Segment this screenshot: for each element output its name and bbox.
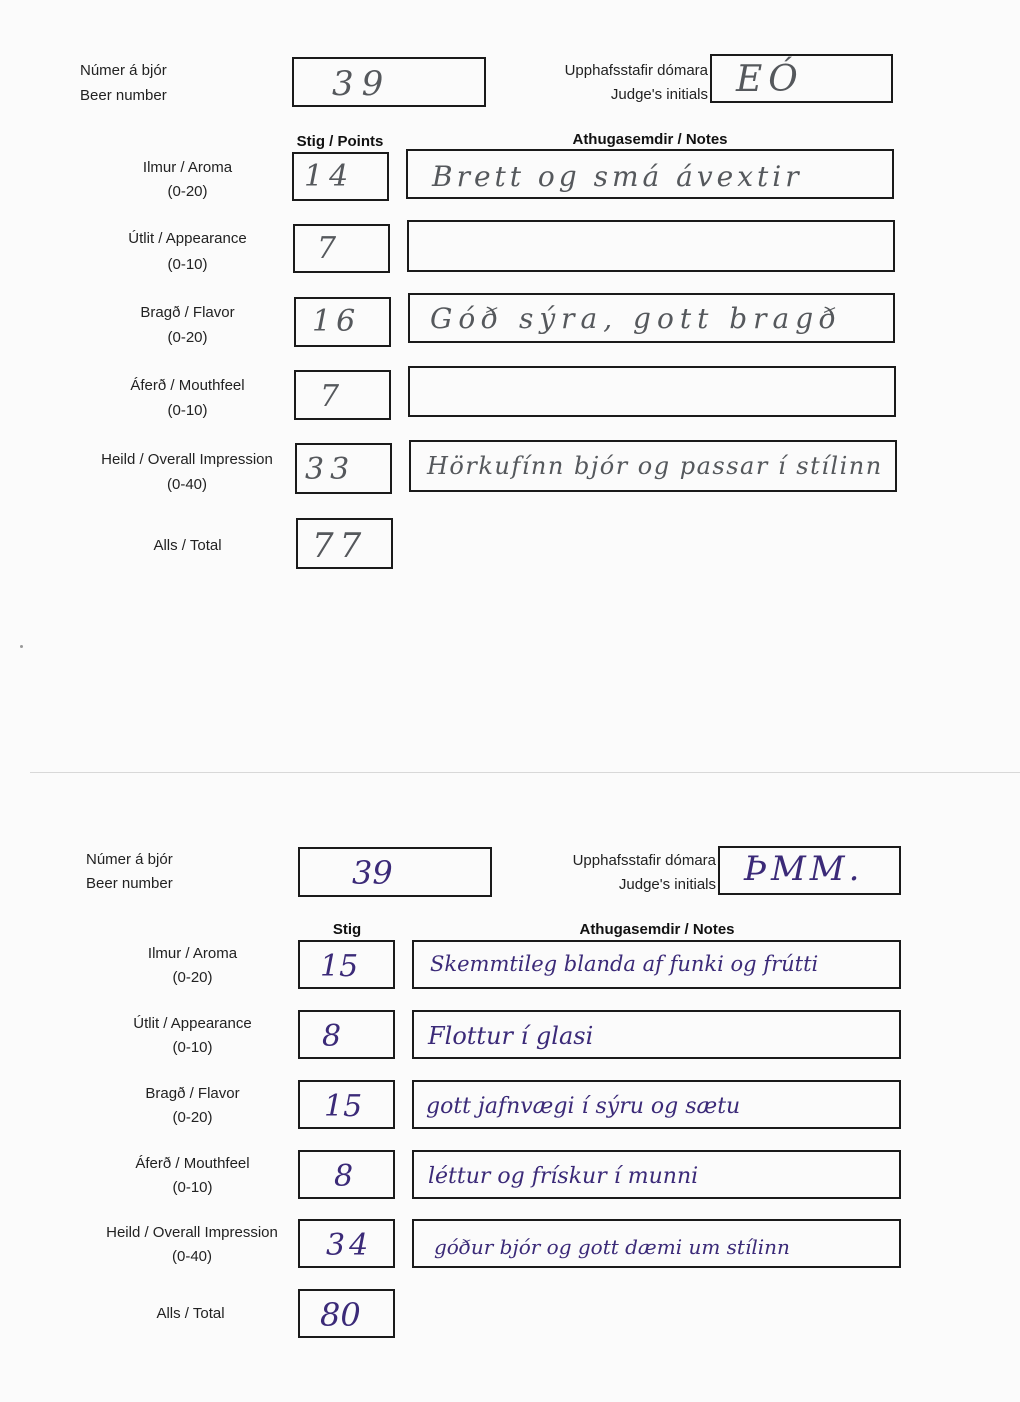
total-value: 80 bbox=[320, 1296, 361, 1334]
total-field[interactable] bbox=[296, 518, 393, 569]
note-field-flavor[interactable] bbox=[412, 1080, 901, 1129]
score-value-mouthfeel: 8 bbox=[334, 1159, 354, 1194]
note-field-appearance[interactable] bbox=[407, 220, 895, 272]
row-label-aroma: Ilmur / Aroma bbox=[142, 159, 233, 176]
row-range-aroma: (0-20) bbox=[172, 969, 213, 986]
note-value-aroma: Skemmtileg blanda af funki og frútti bbox=[430, 952, 819, 976]
notes-header: Athugasemdir / Notes bbox=[579, 921, 735, 938]
score-value-appearance: 7 bbox=[317, 231, 337, 266]
total-field[interactable] bbox=[298, 1289, 395, 1338]
beer-number-label-en: Beer number bbox=[86, 875, 173, 892]
row-label-aroma: Ilmur / Aroma bbox=[147, 945, 238, 962]
beer-number-value: 39 bbox=[332, 64, 392, 104]
row-label-overall: Heild / Overall Impression bbox=[101, 451, 273, 468]
score-value-flavor: 15 bbox=[324, 1089, 363, 1124]
score-value-mouthfeel: 7 bbox=[320, 379, 340, 414]
row-label-overall: Heild / Overall Impression bbox=[106, 1224, 278, 1241]
points-header: Stig bbox=[332, 921, 362, 938]
note-field-aroma[interactable] bbox=[406, 149, 894, 199]
judge-initials-label-en: Judge's initials bbox=[618, 876, 716, 893]
score-sheet-2 bbox=[0, 772, 1020, 1402]
row-range-aroma: (0-20) bbox=[167, 183, 208, 200]
note-field-aroma[interactable] bbox=[412, 940, 901, 989]
judge-initials-label-is: Upphafsstafir dómara bbox=[564, 62, 708, 79]
beer-number-field[interactable] bbox=[298, 847, 492, 897]
note-field-flavor[interactable] bbox=[408, 293, 895, 343]
score-field-flavor[interactable] bbox=[294, 297, 391, 347]
row-range-appearance: (0-10) bbox=[167, 256, 208, 273]
row-label-mouthfeel: Áferð / Mouthfeel bbox=[135, 1155, 250, 1172]
score-value-flavor: 16 bbox=[312, 304, 361, 339]
score-field-aroma[interactable] bbox=[298, 940, 395, 989]
points-header: Stig / Points bbox=[296, 133, 384, 150]
judge-initials-label-en: Judge's initials bbox=[610, 86, 708, 103]
row-label-flavor: Bragð / Flavor bbox=[140, 304, 235, 321]
score-field-overall[interactable] bbox=[295, 443, 392, 494]
beer-number-field[interactable] bbox=[292, 57, 486, 107]
row-range-overall: (0-40) bbox=[166, 476, 207, 493]
note-value-overall: Hörkufínn bjór og passar í stílinn bbox=[427, 452, 883, 480]
row-label-mouthfeel: Áferð / Mouthfeel bbox=[130, 377, 245, 394]
notes-header: Athugasemdir / Notes bbox=[572, 131, 728, 148]
score-value-overall: 33 bbox=[305, 452, 356, 487]
score-field-appearance[interactable] bbox=[293, 224, 390, 273]
judge-initials-value: ÞMM. bbox=[744, 849, 864, 889]
score-value-overall: 34 bbox=[326, 1228, 373, 1263]
judge-initials-value: EÓ bbox=[736, 59, 804, 100]
score-field-overall[interactable] bbox=[298, 1219, 395, 1268]
note-field-appearance[interactable] bbox=[412, 1010, 901, 1059]
row-label-appearance: Útlit / Appearance bbox=[133, 1015, 252, 1032]
total-label: Alls / Total bbox=[153, 537, 222, 554]
row-range-flavor: (0-20) bbox=[167, 329, 208, 346]
row-range-overall: (0-40) bbox=[171, 1248, 212, 1265]
score-value-aroma: 14 bbox=[304, 159, 355, 194]
judge-initials-label-is: Upphafsstafir dómara bbox=[572, 852, 716, 869]
note-value-appearance: Flottur í glasi bbox=[428, 1022, 594, 1050]
score-value-appearance: 8 bbox=[322, 1019, 342, 1054]
score-field-mouthfeel[interactable] bbox=[298, 1150, 395, 1199]
total-label: Alls / Total bbox=[156, 1305, 225, 1322]
row-range-appearance: (0-10) bbox=[172, 1039, 213, 1056]
row-label-appearance: Útlit / Appearance bbox=[128, 230, 247, 247]
score-field-flavor[interactable] bbox=[298, 1080, 395, 1129]
note-value-mouthfeel: léttur og frískur í munni bbox=[428, 1164, 699, 1189]
score-field-aroma[interactable] bbox=[292, 152, 389, 201]
beer-number-label-is: Númer á bjór bbox=[80, 62, 167, 79]
note-value-flavor: gott jafnvægi í sýru og sætu bbox=[426, 1094, 741, 1119]
note-field-mouthfeel[interactable] bbox=[408, 366, 896, 417]
total-value: 77 bbox=[312, 526, 368, 566]
judge-initials-field[interactable] bbox=[718, 846, 901, 895]
row-label-flavor: Bragð / Flavor bbox=[145, 1085, 240, 1102]
beer-number-label-en: Beer number bbox=[80, 87, 167, 104]
beer-number-label-is: Númer á bjór bbox=[86, 851, 173, 868]
row-range-mouthfeel: (0-10) bbox=[167, 402, 208, 419]
judge-initials-field[interactable] bbox=[710, 54, 893, 103]
score-value-aroma: 15 bbox=[320, 949, 359, 984]
note-field-mouthfeel[interactable] bbox=[412, 1150, 901, 1199]
row-range-mouthfeel: (0-10) bbox=[172, 1179, 213, 1196]
note-value-overall: góður bjór og gott dæmi um stílinn bbox=[434, 1235, 790, 1259]
score-field-appearance[interactable] bbox=[298, 1010, 395, 1059]
beer-number-value: 39 bbox=[352, 854, 393, 892]
row-range-flavor: (0-20) bbox=[172, 1109, 213, 1126]
note-value-aroma: Brett og smá ávextir bbox=[432, 160, 803, 193]
score-field-mouthfeel[interactable] bbox=[294, 370, 391, 420]
note-value-flavor: Góð sýra, gott bragð bbox=[430, 302, 843, 335]
note-field-overall[interactable] bbox=[409, 440, 897, 492]
note-field-overall[interactable] bbox=[412, 1219, 901, 1268]
